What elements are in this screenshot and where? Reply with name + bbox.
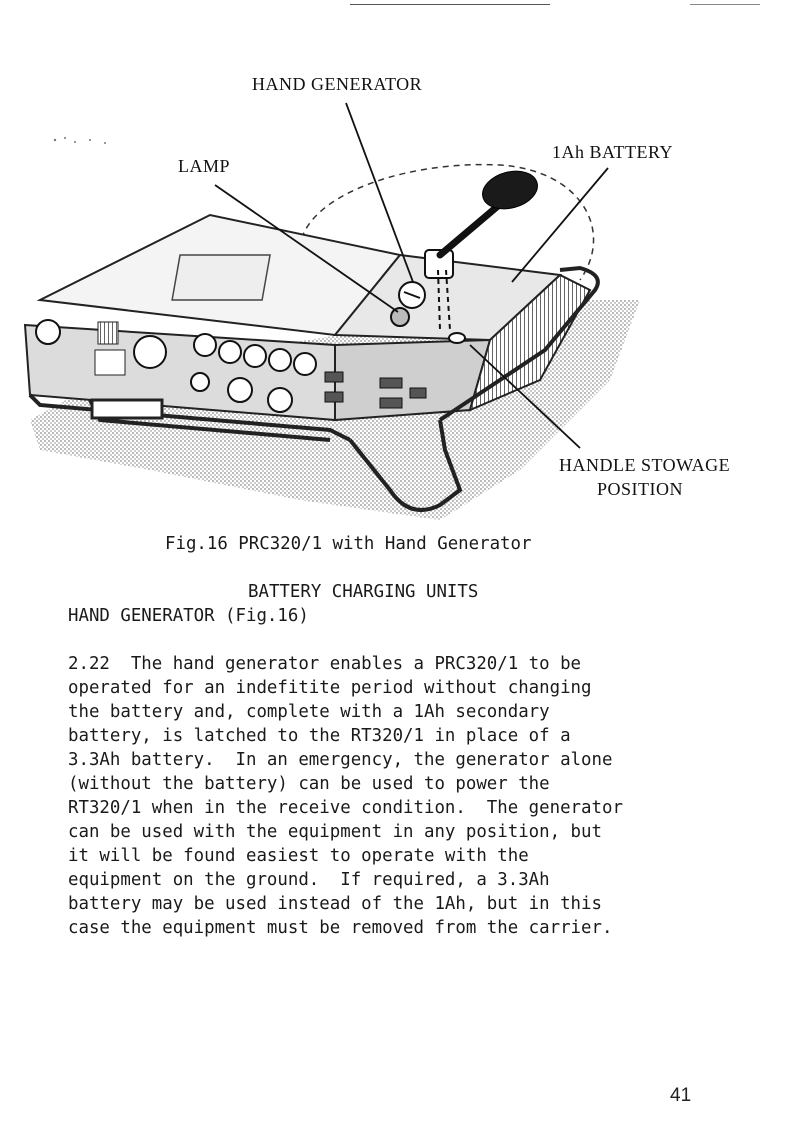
- paragraph-line: 2.22 The hand generator enables a PRC320/1 to be: [68, 654, 582, 674]
- handle-stowage-socket: [449, 333, 465, 343]
- paragraph-line: battery may be used instead of the 1Ah, but in this: [68, 894, 602, 914]
- crank-knob: [478, 165, 541, 214]
- paragraph-line: (without the battery) can be used to power the: [68, 774, 550, 794]
- paragraph-line: operated for an indefitite period without changing: [68, 678, 592, 698]
- paragraph-line: RT320/1 when in the receive condition. The generator: [68, 798, 623, 818]
- specks: [54, 137, 106, 144]
- lamp: [391, 308, 409, 326]
- label-lamp: LAMP: [178, 156, 231, 176]
- label-handle-stowage-1: HANDLE STOWAGE: [559, 455, 731, 475]
- display-panel: [172, 255, 270, 300]
- paragraph-line: 3.3Ah battery. In an emergency, the generator alone: [68, 750, 613, 770]
- front-label: [95, 350, 125, 375]
- section-title: BATTERY CHARGING UNITS: [248, 582, 479, 602]
- front-grille: [98, 322, 118, 344]
- paragraph-line: case the equipment must be removed from the carrier.: [68, 918, 613, 938]
- paragraph-line: equipment on the ground. If required, a 3.3Ah: [68, 870, 550, 890]
- radio-side-face: [335, 340, 490, 420]
- body-paragraph: [68, 652, 623, 940]
- paragraph-line: can be used with the equipment in any position, but: [68, 822, 602, 842]
- section-subtitle: HAND GENERATOR (Fig.16): [68, 606, 309, 626]
- paragraph-line: battery, is latched to the RT320/1 in place of a: [68, 726, 571, 746]
- label-hand-generator: HAND GENERATOR: [252, 74, 423, 94]
- carrier-foot: [92, 400, 162, 418]
- paragraph-line: the battery and, complete with a 1Ah secondary: [68, 702, 550, 722]
- page-number: 41: [670, 1085, 692, 1106]
- figure-caption: Fig.16 PRC320/1 with Hand Generator: [165, 534, 532, 554]
- label-handle-stowage-2: POSITION: [597, 479, 684, 499]
- label-battery: 1Ah BATTERY: [552, 142, 674, 162]
- paragraph-line: it will be found easiest to operate with the: [68, 846, 529, 866]
